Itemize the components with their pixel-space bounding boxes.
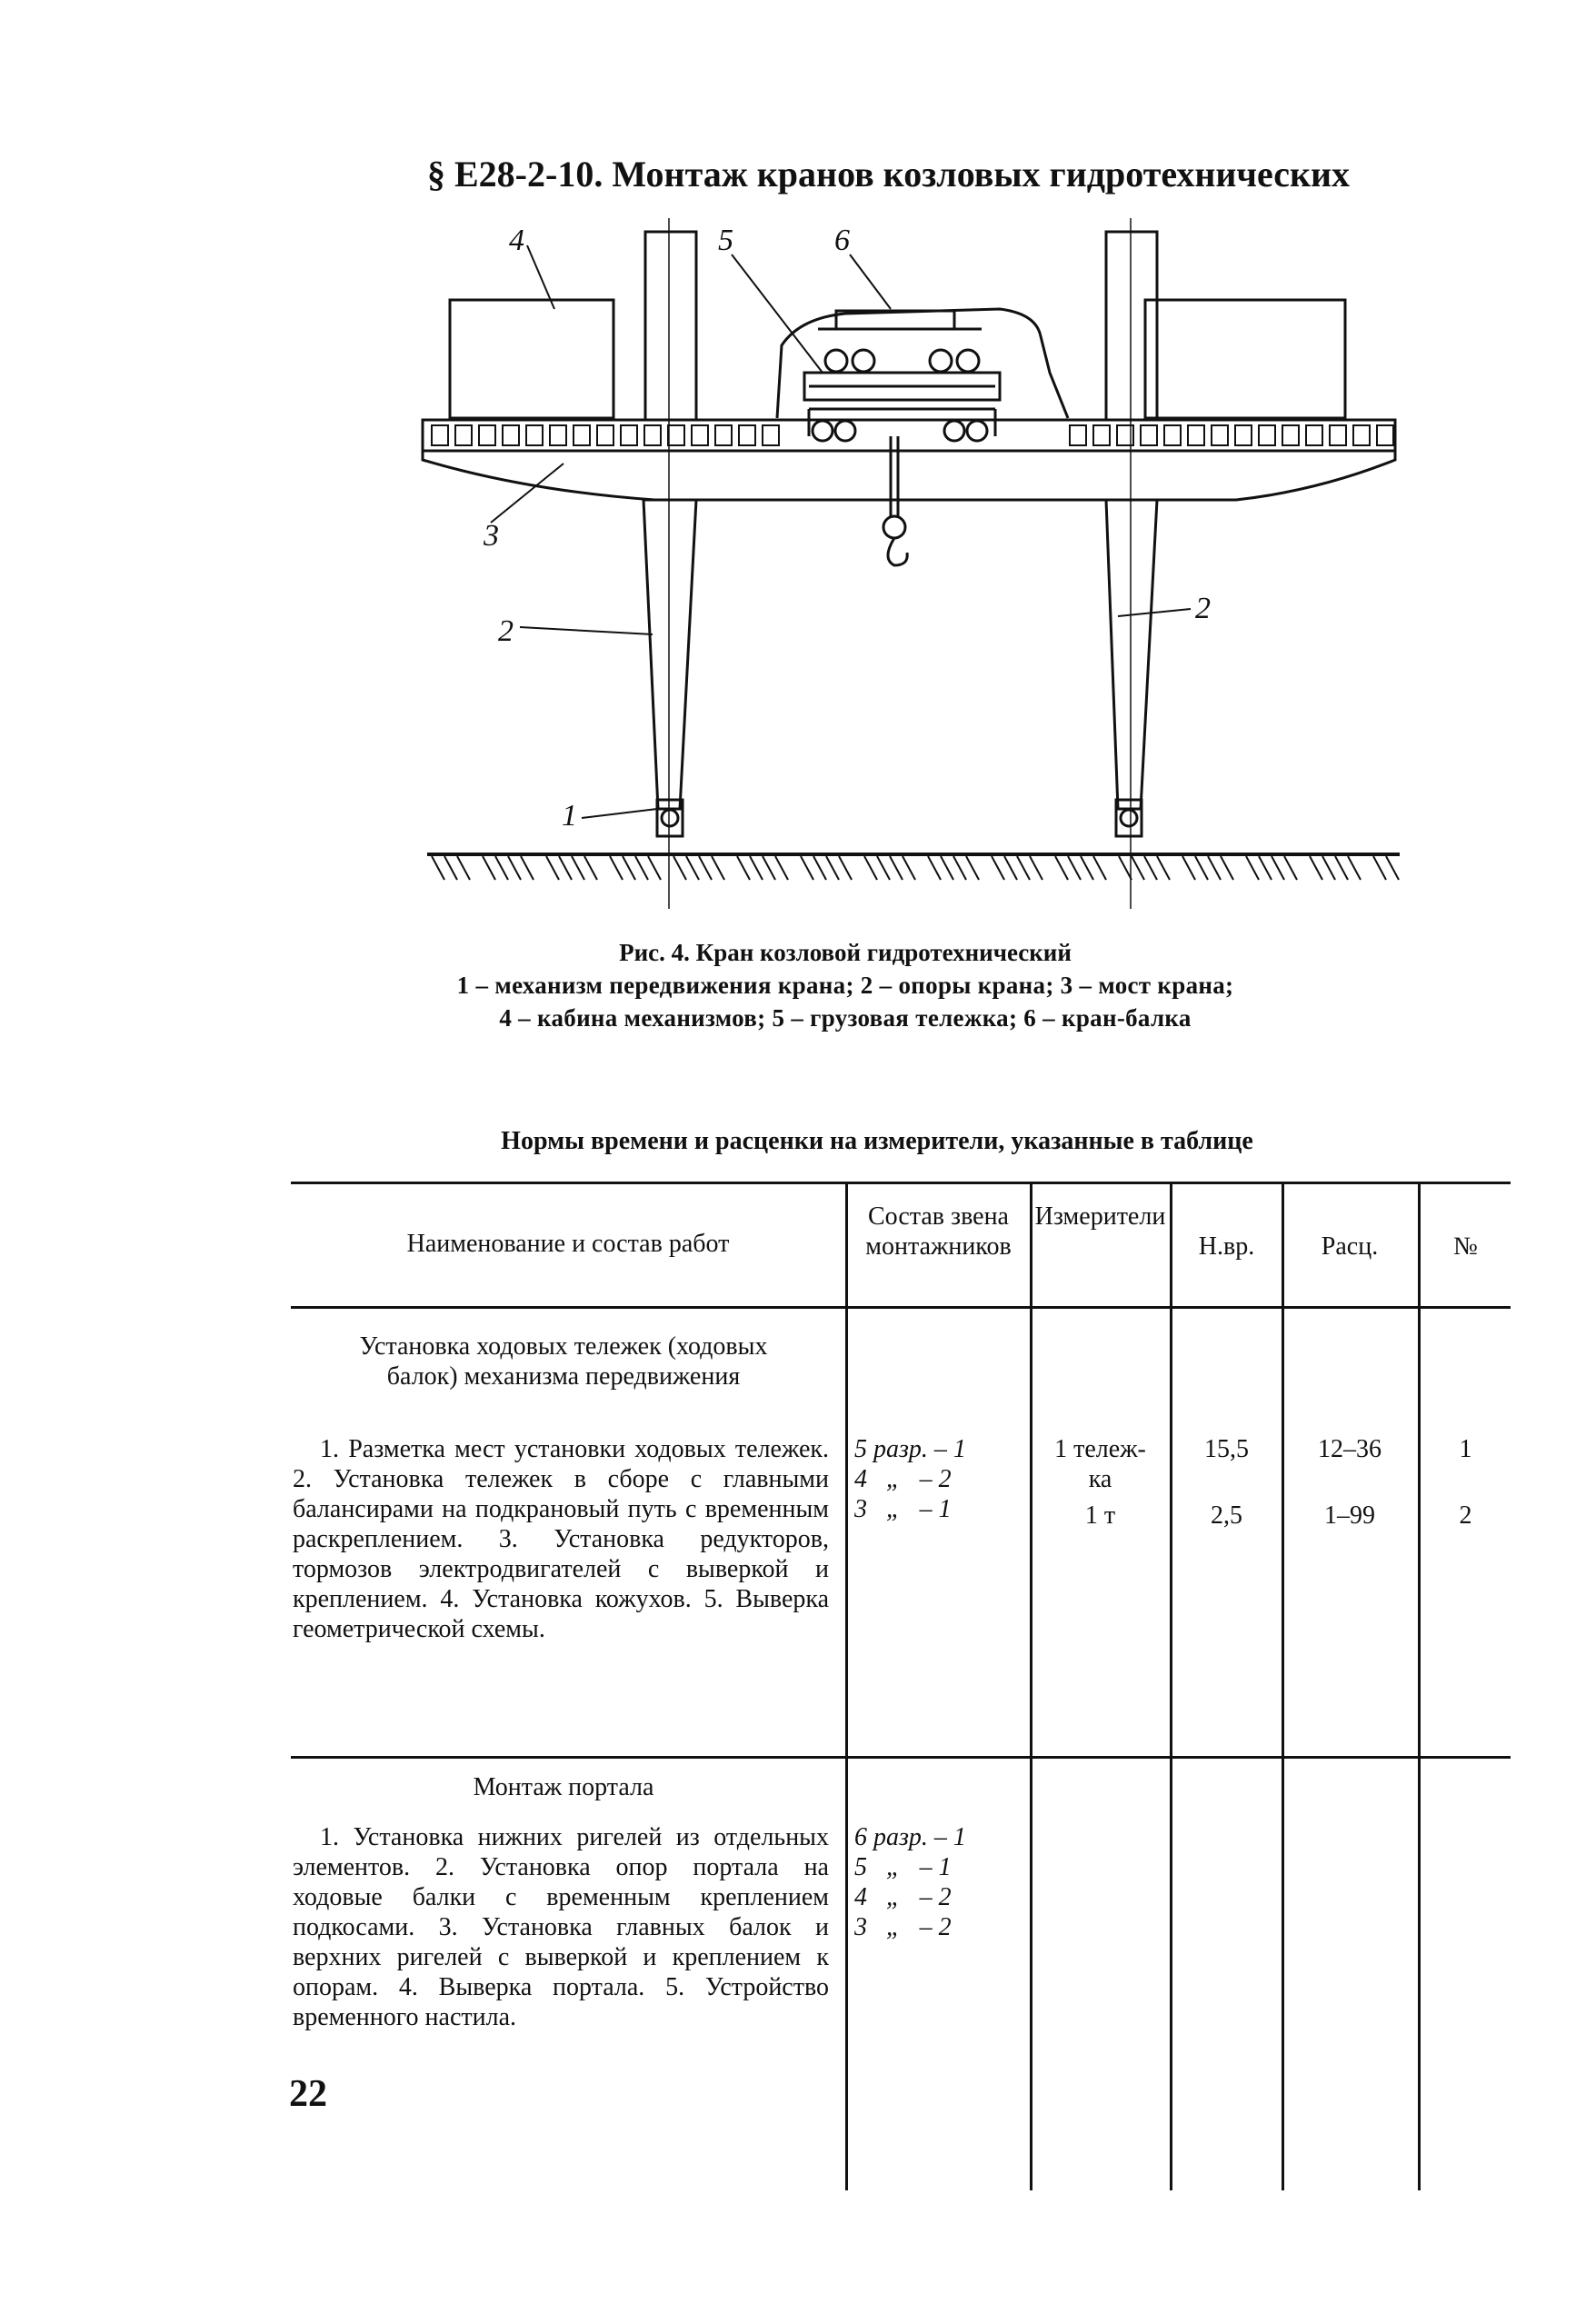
col-header-work: Наименование и состав работ — [406, 1230, 730, 1258]
breakout-outline — [777, 309, 1068, 418]
col-header-crew: Состав звена монтажников — [865, 1202, 1012, 1261]
row1-rate-1: 12–36 — [1318, 1435, 1382, 1463]
ground-hatch — [763, 856, 775, 880]
ground-hatch — [1157, 856, 1170, 880]
ground-hatch — [1093, 856, 1106, 880]
col-divider-2 — [1030, 1182, 1032, 2190]
ground-hatch — [1386, 856, 1399, 880]
ground-hatch — [992, 856, 1004, 880]
deck-cell — [1070, 425, 1086, 445]
deck-cell — [644, 425, 661, 445]
deck-cell — [432, 425, 448, 445]
figure-caption — [273, 936, 1418, 1034]
callout-3: 3 — [484, 519, 499, 553]
ground-hatch — [864, 856, 877, 880]
ground-hatch — [877, 856, 890, 880]
ground-hatch — [1335, 856, 1348, 880]
ground-hatch — [1132, 856, 1144, 880]
deck-cell — [479, 425, 495, 445]
deck-cell — [597, 425, 613, 445]
ground-hatch — [1068, 856, 1081, 880]
column-top-right — [1106, 232, 1157, 420]
ground-hatch — [1246, 856, 1259, 880]
deck-cell — [1235, 425, 1252, 445]
ground-hatch — [648, 856, 661, 880]
row-separator-rule — [291, 1756, 1511, 1759]
row2-crew-4: 3 „ – 2 — [854, 1913, 952, 1941]
ground-hatch — [1348, 856, 1361, 880]
ground-hatch — [559, 856, 572, 880]
ground-hatch — [737, 856, 750, 880]
ground-hatch — [1004, 856, 1017, 880]
row1-crew-3: 3 „ – 1 — [854, 1495, 952, 1523]
ground-hatch — [1144, 856, 1157, 880]
cabin-right — [1145, 300, 1345, 418]
deck-cell — [715, 425, 732, 445]
callout-4: 4 — [509, 224, 524, 257]
leg-left — [643, 500, 696, 809]
table-top-rule — [291, 1182, 1511, 1184]
callout-6: 6 — [834, 224, 850, 257]
ground-hatch — [572, 856, 584, 880]
ground-hatch — [801, 856, 813, 880]
deck-cell — [763, 425, 779, 445]
ground-hatch — [635, 856, 648, 880]
ground-hatch — [1119, 856, 1132, 880]
ground-hatch — [483, 856, 495, 880]
callout-2-left: 2 — [498, 614, 514, 648]
callout-1: 1 — [562, 799, 577, 833]
row2-crew-1: 6 разр. – 1 — [854, 1823, 966, 1851]
ground-hatch — [1373, 856, 1386, 880]
deck-cell — [550, 425, 566, 445]
ground-hatch — [966, 856, 979, 880]
ground-hatch — [699, 856, 712, 880]
ground-hatch — [1272, 856, 1284, 880]
col-divider-1 — [845, 1182, 848, 2190]
row2-description: 1. Установка нижних ригелей из отдельных элементов. 2. Установка опор портала на ходовые балки с временным креплением подкосами. 3. Установка главных балок и верхних ригелей с выверкой и креплением к опорам. 4. Выверка портала. 5. Устройство временного настила. — [293, 1823, 829, 2031]
col-header-unit: Измерители — [1034, 1202, 1166, 1231]
row2-group-title: Монтаж портала — [473, 1773, 654, 1801]
row2-crew-3: 4 „ – 2 — [854, 1883, 952, 1911]
ground-hatch — [623, 856, 635, 880]
callout-2-right: 2 — [1195, 592, 1211, 625]
header-bottom-rule — [291, 1306, 1511, 1309]
ground-hatch — [610, 856, 623, 880]
caption-legend-line2: 4 – кабина механизмов; 5 – грузовая тележка; 6 – кран-балка — [499, 1004, 1192, 1032]
ground-hatch — [775, 856, 788, 880]
col-divider-5 — [1418, 1182, 1421, 2190]
ground-hatch — [941, 856, 953, 880]
ground-hatch — [928, 856, 941, 880]
deck-cell — [1377, 425, 1393, 445]
ground-hatch — [1208, 856, 1221, 880]
deck-cell — [503, 425, 519, 445]
row1-rate-2: 1–99 — [1324, 1501, 1375, 1530]
deck-cell — [621, 425, 637, 445]
ground-hatch — [890, 856, 903, 880]
ground-hatch — [1055, 856, 1068, 880]
row1-crew-2: 4 „ – 2 — [854, 1465, 952, 1493]
row1-group-title: Установка ходовых тележек (ходовых балок) механизма передвижения — [359, 1332, 768, 1391]
deck-cell — [1164, 425, 1181, 445]
deck-cell — [1188, 425, 1204, 445]
row1-crew-1: 5 разр. – 1 — [854, 1435, 966, 1463]
row1-num-2: 2 — [1459, 1501, 1472, 1530]
row2-crew-2: 5 „ – 1 — [854, 1853, 952, 1881]
deck-cell — [1306, 425, 1322, 445]
ground-hatch — [1259, 856, 1272, 880]
deck-cell — [1353, 425, 1370, 445]
crane-figure — [418, 218, 1409, 927]
ground-hatch — [839, 856, 852, 880]
ground-hatch — [903, 856, 915, 880]
deck-cell — [1282, 425, 1299, 445]
ground-hatch — [1284, 856, 1297, 880]
ground-hatch — [546, 856, 559, 880]
ground-hatch — [1182, 856, 1195, 880]
ground-hatch — [1322, 856, 1335, 880]
deck-cell — [692, 425, 708, 445]
ground-hatch — [1221, 856, 1233, 880]
col-header-norm: Н.вр. — [1198, 1232, 1255, 1261]
table-heading: Нормы времени и расценки на измерители, указанные в таблице — [501, 1127, 1253, 1155]
row1-description: 1. Разметка мест установки ходовых тележек. 2. Установка тележек в сборе с главными балансирами на подкрановый путь с временным раскреплением. 3. Установка редукторов, тормозов электродвигателей с выверкой и креплением. 4. Установка кожухов. 5. Выверка геометрической схемы. — [293, 1435, 829, 1643]
col-header-rate: Расц. — [1321, 1232, 1379, 1261]
deck-cell — [1093, 425, 1110, 445]
ground-hatch — [1081, 856, 1093, 880]
deck-cell — [1330, 425, 1346, 445]
ground-hatch — [1030, 856, 1042, 880]
deck-cell — [1141, 425, 1157, 445]
deck-cell — [455, 425, 472, 445]
row1-num-1: 1 — [1459, 1435, 1472, 1463]
deck-cell — [526, 425, 543, 445]
ground-hatch — [584, 856, 597, 880]
ground-hatch — [495, 856, 508, 880]
ground-hatch — [686, 856, 699, 880]
ground-hatch — [432, 856, 444, 880]
bridge-girder — [423, 451, 1395, 500]
ground-hatch — [508, 856, 521, 880]
ground-hatch — [457, 856, 470, 880]
column-top-left — [645, 232, 696, 420]
leg-right — [1106, 500, 1157, 809]
deck-cell — [1259, 425, 1275, 445]
row1-norm-1: 15,5 — [1204, 1435, 1249, 1463]
row1-unit-2: ка — [1088, 1465, 1112, 1493]
cabin-left — [450, 300, 613, 418]
page-number: 22 — [289, 2073, 327, 2115]
deck-cell — [668, 425, 684, 445]
ground-hatch — [813, 856, 826, 880]
ground-hatch — [750, 856, 763, 880]
col-divider-3 — [1170, 1182, 1172, 2190]
ground-hatch — [521, 856, 534, 880]
ground-hatch — [712, 856, 724, 880]
ground-hatch — [826, 856, 839, 880]
deck-cell — [1212, 425, 1228, 445]
deck-cell — [574, 425, 590, 445]
ground-hatch — [1310, 856, 1322, 880]
ground-hatch — [1195, 856, 1208, 880]
deck-cell — [739, 425, 755, 445]
caption-title: Рис. 4. Кран козловой гидротехнический — [619, 939, 1072, 966]
row1-unit-1: 1 тележ- — [1054, 1435, 1146, 1463]
col-header-num: № — [1453, 1232, 1478, 1261]
crane-hook — [883, 516, 905, 538]
ground-hatch — [1017, 856, 1030, 880]
ground-hatch — [673, 856, 686, 880]
row1-norm-2: 2,5 — [1211, 1501, 1242, 1530]
caption-legend-line1: 1 – механизм передвижения крана; 2 – опоры крана; 3 – мост крана; — [456, 972, 1234, 999]
col-divider-4 — [1282, 1182, 1284, 2190]
section-title: § Е28-2-10. Монтаж кранов козловых гидротехнических — [427, 154, 1351, 194]
row1-unit-3: 1 т — [1084, 1501, 1116, 1530]
callout-5: 5 — [718, 224, 733, 257]
ground-hatch — [444, 856, 457, 880]
ground-hatch — [953, 856, 966, 880]
